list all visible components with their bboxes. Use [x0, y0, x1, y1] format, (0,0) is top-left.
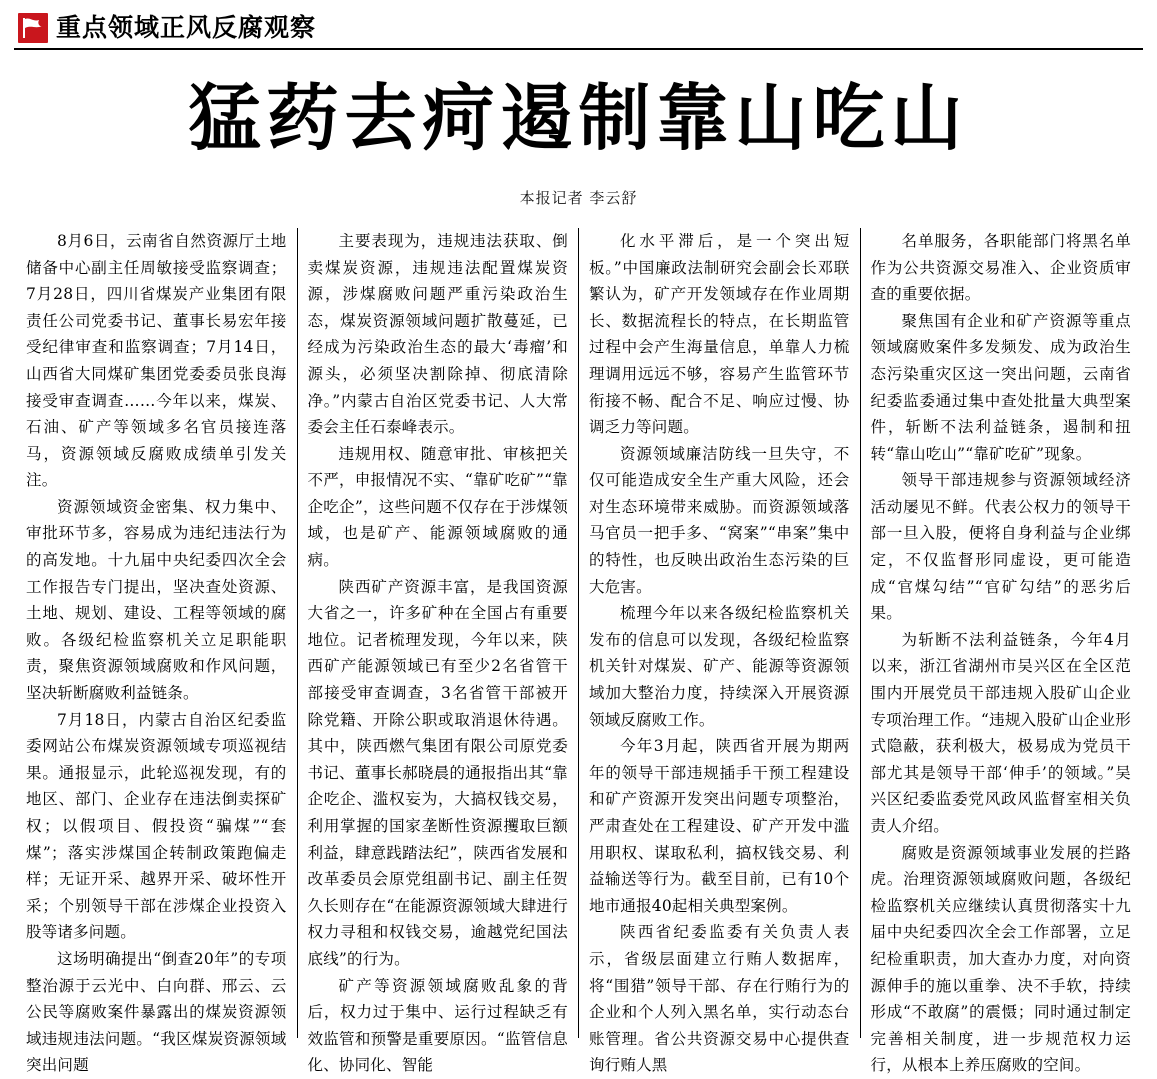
column-title: 重点领域正风反腐观察	[56, 13, 317, 42]
paragraph: 名单服务，各职能部门将黑名单作为公共资源交易准入、企业资质审查的重要依据。	[870, 231, 1131, 304]
paragraph: 资源领域廉洁防线一旦失守，不仅可能造成安全生产重大风险，还会对生态环境带来威胁。而资源领域落马官员一把手多、“窝案”“串案”集中的特性，也反映出政治生态污染的巨大危害。	[589, 444, 850, 596]
paragraph: 化水平滞后，是一个突出短板。”中国廉政法制研究会副会长邓联繁认为，矿产开发领域存在作业周期长、数据流程长的特点，在长期监管过程中会产生海量信息，单靠人力梳理调用远远不够，容易产生监管环节衔接不畅、配合不足、响应过慢、协调乏力等问题。	[589, 231, 850, 437]
paragraph: 违规用权、随意审批、审核把关不严，申报情况不实、“靠矿吃矿”“靠企吃企”，这些问题不仅存在于涉煤领域，也是矿产、能源领域腐败的通病。	[307, 444, 568, 570]
paragraph: 今年3月起，陕西省开展为期两年的领导干部违规插手干预工程建设和矿产资源开发突出问题专项整治，严肃查处在工程建设、矿产开发中滥用职权、谋取私利，搞权钱交易、利益输送等行为。截至目前，已有10个地市通报40起相关典型案例。	[589, 737, 850, 915]
paragraph: 陕西省纪委监委有关负责人表示，省级层面建立行贿人数据库，将“围猎”领导干部、存在行贿行为的企业和个人列入黑名单，实行动态台账管理。省公共资源交易中心提供查询行贿人黑	[589, 923, 850, 1075]
paragraph: 领导干部违规参与资源领域经济活动屡见不鲜。代表公权力的领导干部一旦入股，便将自身利益与企业绑定，不仅监督形同虚设，更可能造成“官煤勾结”“官矿勾结”的恶劣后果。	[870, 471, 1131, 623]
paragraph: 8月6日，云南省自然资源厅土地储备中心副主任周敏接受监察调查；7月28日，四川省煤炭产业集团有限责任公司党委书记、董事长易宏年接受纪律审查和监察调查；7月14日，山西省大同煤矿集团党委委员张良海接受审查调查……今年以来，煤炭、石油、矿产等领域多名官员接连落马，资源领域反腐败成绩单引发关注。	[26, 231, 287, 490]
paragraph: 聚焦国有企业和矿产资源等重点领域腐败案件多发频发、成为政治生态污染重灾区这一突出问题，云南省纪委监委通过集中查处批量大典型案件，斩断不法利益链条，遏制和扭转“靠山吃山”“靠矿吃矿”现象。	[870, 311, 1131, 463]
flag-icon	[18, 13, 48, 43]
byline: 本报记者 李云舒	[519, 188, 638, 207]
article-column-3	[578, 228, 860, 1075]
paragraph: 资源领域资金密集、权力集中、审批环节多，容易成为违纪违法行为的高发地。十九届中央纪委四次全会工作报告专门提出，坚决查处资源、土地、规划、建设、工程等领域的腐败。各级纪检监察机关立足职能职责，聚焦资源领域腐败和作风问题，坚决斩断腐败利益链条。	[26, 497, 287, 703]
paragraph: 陕西矿产资源丰富，是我国资源大省之一，许多矿种在全国占有重要地位。记者梳理发现，今年以来，陕西矿产能源领域已有至少2名省管干部接受审查调查，3名省管干部被开除党籍、开除公职或取消退休待遇。其中，陕西燃气集团有限公司原党委书记、董事长郝晓晨的通报指出其“靠企吃企、滥权妄为，大搞权钱交易，利用掌握的国家垄断性资源攫取巨额利益，肆意践踏法纪”，陕西省发展和改革委员会原党组副书记、副主任贺久长则存在“在能源资源领域大肆进行权力寻租和权钱交易，逾越党纪国法底线”的行为。	[307, 577, 568, 968]
paragraph: 这场明确提出“倒查20年”的专项整治源于云光中、白向群、邢云、云公民等腐败案件暴露出的煤炭资源领域违规违法问题。“我区煤炭资源领域突出问题	[26, 949, 287, 1075]
paragraph: 为斩断不法利益链条，今年4月以来，浙江省湖州市吴兴区在全区范围内开展党员干部违规入股矿山企业专项治理工作。“违规入股矿山企业形式隐蔽，获利极大，极易成为党员干部尤其是领导干部‘伸手’的领域。”吴兴区纪委监委党风政风监督室相关负责人介绍。	[870, 630, 1131, 836]
article-column-2	[297, 228, 579, 1075]
paragraph: 7月18日，内蒙古自治区纪委监委网站公布煤炭资源领域专项巡视结果。通报显示，此轮巡视发现，有的地区、部门、企业存在违法倒卖探矿权；以假项目、假投资“骗煤”“套煤”；落实涉煤国企转制政策跑偏走样；无证开采、越界开采、破坏性开采；个别领导干部在涉煤企业投资入股等诸多问题。	[26, 710, 287, 942]
paragraph: 梳理今年以来各级纪检监察机关发布的信息可以发现，各级纪检监察机关针对煤炭、矿产、能源等资源领域加大整治力度，持续深入开展资源领域反腐败工作。	[589, 604, 850, 729]
paragraph: 主要表现为，违规违法获取、倒卖煤炭资源，违规违法配置煤炭资源，涉煤腐败问题严重污染政治生态，煤炭资源领域问题扩散蔓延，已经成为污染政治生态的最大‘毒瘤’和源头，必须坚决割除掉、彻底清除净。”内蒙古自治区党委书记、人大常委会主任石泰峰表示。	[307, 231, 568, 437]
paragraph: 矿产等资源领域腐败乱象的背后，权力过于集中、运行过程缺乏有效监管和预警是重要原因。“监管信息化、协同化、智能	[307, 976, 568, 1075]
article-column-4	[860, 228, 1142, 1075]
masthead-divider	[14, 48, 1143, 50]
article-column-1	[16, 228, 297, 1075]
page-title: 猛药去疴遏制靠山吃山	[188, 76, 969, 160]
paragraph: 腐败是资源领域事业发展的拦路虎。治理资源领域腐败问题，各级纪检监察机关应继续认真贯彻落实十九届中央纪委四次全会工作部署，立足纪检重职责，加大查办力度，对向资源伸手的施以重拳、决不手软，持续形成“不敢腐”的震慑；同时通过制定完善相关制度，进一步规范权力运行，从根本上养压腐败的空间。	[870, 843, 1131, 1075]
masthead	[0, 0, 1157, 42]
article-body	[16, 228, 1141, 1075]
